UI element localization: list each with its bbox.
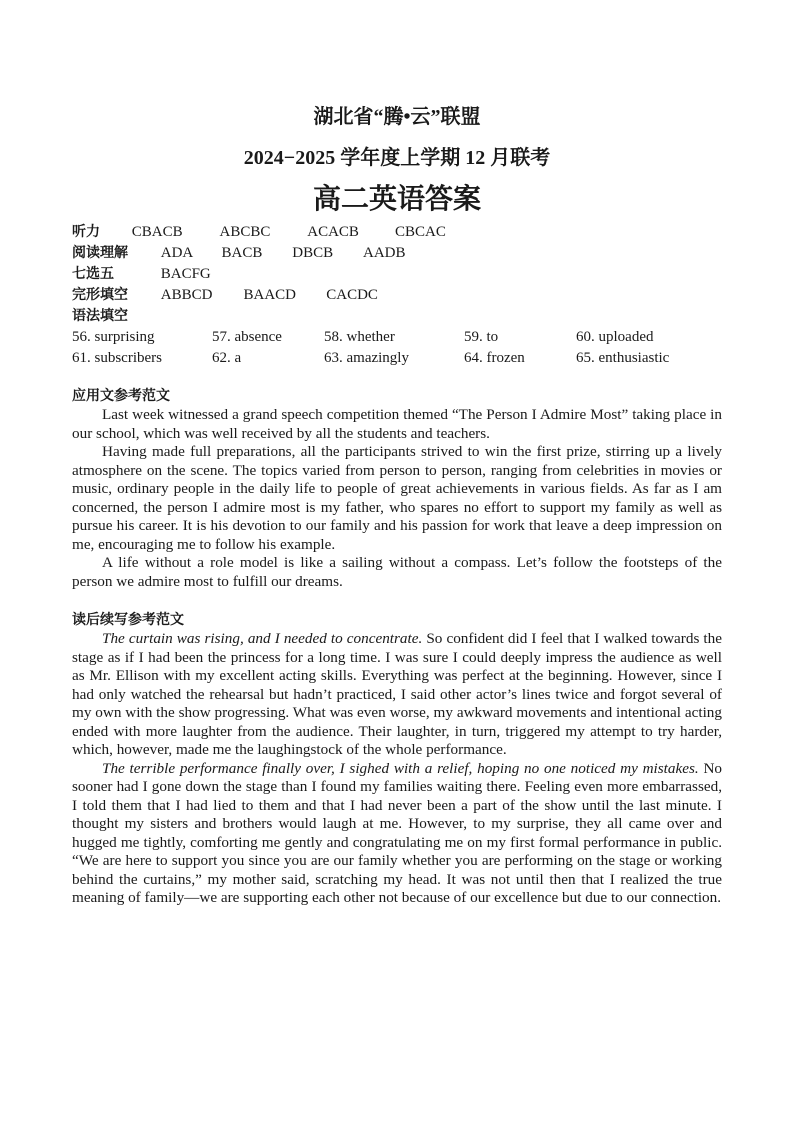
- given-opening-sentence: The curtain was rising, and I needed to concentrate.: [102, 630, 423, 647]
- essay-paragraph: Last week witnessed a grand speech competition themed “The Person I Admire Most” taking place in our school, which was well received by all the students and teachers.: [72, 406, 722, 442]
- reading-label: 阅读理解: [72, 245, 128, 261]
- grammar-answer: 56. surprising: [72, 329, 155, 345]
- listening-answers: [72, 222, 722, 243]
- alliance-title: 湖北省“腾•云”联盟: [313, 106, 481, 128]
- grammar-answer: 64. frozen: [464, 350, 525, 366]
- grammar-answer: 63. amazingly: [324, 350, 409, 366]
- subject-title: 高二英语答案: [312, 184, 481, 215]
- listening-label: 听力: [72, 224, 100, 240]
- cloze-label: 完形填空: [72, 287, 128, 303]
- cloze-answers: [72, 285, 722, 306]
- essay-paragraph: [72, 760, 722, 908]
- answer-group: CBCAC: [395, 224, 446, 240]
- answer-group: AADB: [363, 245, 406, 261]
- answer-key: [72, 222, 722, 369]
- answer-group: ABCBC: [219, 224, 271, 240]
- paragraph-body: So confident did I feel that I walked towards the stage as if I had been the princess for a long time. I was sure I could deeply impress the audience as well as Mr. Ellison with my excellent acting skills. Everything was perfect at the beginning. However, since I had only watched the rehearsal but hadn’t practiced, I said other actor’s lines twice and forgot several of my own with the show progressing. What was even worse, my awkward movements and intentional acting ended with more laughter from the audience. Their laughter, in turn, triggered my attempt to try harder, which, however, made me the laughingstock of the whole performance.: [72, 630, 722, 758]
- grammar-answer: 60. uploaded: [576, 329, 654, 345]
- answer-group: CBACB: [131, 224, 183, 240]
- grammar-answer: 59. to: [464, 329, 499, 345]
- given-opening-sentence: The terrible performance finally over, I sighed with a relief, hoping no one noticed my mistakes.: [102, 759, 699, 777]
- grammar-answer: 62. a: [212, 350, 242, 366]
- answer-group: BAACD: [243, 287, 297, 303]
- essay-paragraph: A life without a role model is like a sailing without a compass. Let’s follow the footsteps of the person we admire most to fulfill our dreams.: [72, 554, 722, 590]
- grammar-label-row: [72, 306, 722, 327]
- grammar-answer: 58. whether: [324, 329, 395, 345]
- reading-answers: [72, 243, 722, 264]
- answer-group: DBCB: [292, 245, 334, 261]
- continuation-writing-heading: 读后续写参考范文: [72, 612, 184, 628]
- answer-group: ABBCD: [160, 287, 213, 303]
- seven-five-answers: [72, 264, 722, 285]
- answer-group: ADA: [160, 245, 194, 261]
- grammar-answer: 65. enthusiastic: [576, 350, 670, 366]
- practical-writing-heading: 应用文参考范文: [72, 388, 170, 404]
- answer-group: BACB: [221, 245, 263, 261]
- essay-paragraph: [72, 630, 722, 760]
- practical-writing-section: [72, 386, 722, 591]
- answer-group: CACDC: [326, 287, 378, 303]
- exam-title: 2024−2025 学年度上学期 12 月联考: [243, 147, 551, 169]
- answer-group: BACFG: [160, 266, 211, 282]
- grammar-answer: 57. absence: [212, 329, 282, 345]
- continuation-writing-section: [72, 610, 722, 908]
- grammar-answer-row: [72, 348, 722, 369]
- essay-paragraph: Having made full preparations, all the participants strived to win the first prize, stirring up a lively atmosphere on the scene. The topics varied from person to person, ranging from celebrities in movies or music, ordinary people in the daily life to people of great achievements in various fields. As far as I am concerned, the person I admire most is my father, who spares no effort to support my family as well as pursue his career. It is his devotion to our family and his passion for work that leave a deep impression on me, encouraging me to follow his example.: [72, 443, 722, 553]
- seven-five-label: 七选五: [72, 266, 114, 282]
- paragraph-body: No sooner had I gone down the stage than I found my families waiting there. Feeling even more embarrassed, I told them that I had lied to them and that I had never been a part of the show until the last minute. I thought my sisters and brothers would laugh at me. However, to my surprise, they all came over and hugged me tightly, comforting me gently and congratulating me on my first formal performance in public. “We are here to support you since you are our family whether you are performing on the stage or working behind the curtains,” my mother said, scratching my head. It was not until then that I realized the true meaning of family—we are supporting each other not because of our excellence but due to our connection.: [72, 759, 723, 906]
- grammar-answer: 61. subscribers: [72, 350, 162, 366]
- grammar-answer-row: [72, 327, 722, 348]
- answer-group: ACACB: [307, 224, 359, 240]
- grammar-label: 语法填空: [72, 308, 128, 324]
